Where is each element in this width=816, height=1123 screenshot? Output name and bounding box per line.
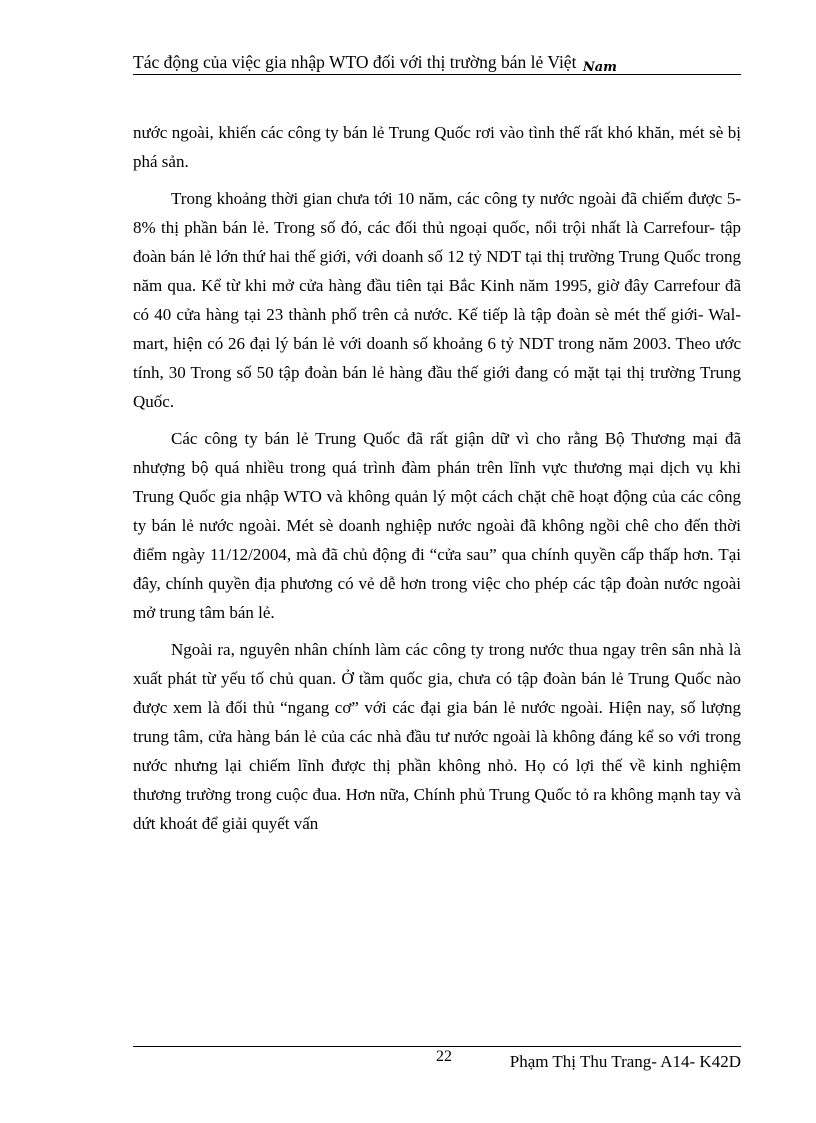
page-header: [133, 50, 741, 78]
header-rule: [133, 74, 741, 75]
header-title-text: Tác động của việc gia nhập WTO đối với thị trường bán lẻ Việt: [133, 52, 577, 72]
paragraph: nước ngoài, khiến các công ty bán lẻ Trung Quốc rơi vào tình thế rất khó khăn, mét sè bị phá sản.: [133, 123, 741, 171]
footer-rule: [133, 1046, 741, 1047]
page-number: 22: [436, 1048, 452, 1065]
paragraph: Ngoài ra, nguyên nhân chính làm các công ty trong nước thua ngay trên sân nhà là xuất phát từ yếu tố chủ quan. Ở tầm quốc gia, chưa có tập đoàn bán lẻ Trung Quốc nào được xem là đối thủ “ngang cơ” với các đại gia bán lẻ nước ngoài. Hiện nay, số lượng trung tâm, cửa hàng bán lẻ của các nhà đầu tư nước ngoài là không đáng kể so với trong nước nhưng lại chiếm lĩnh được thị phần không nhỏ. Họ có lợi thế về kinh nghiệm thương trường trong cuộc đua. Hơn nữa, Chính phủ Trung Quốc tỏ ra không mạnh tay và dứt khoát để giải quyết vấn: [133, 640, 741, 833]
header-title: [133, 52, 617, 73]
paragraph: Trong khoảng thời gian chưa tới 10 năm, các công ty nước ngoài đã chiếm được 5-8% thị phần bán lẻ. Trong số đó, các đối thủ ngoại quốc, nổi trội nhất là Carrefour- tập đoàn bán lẻ lớn thứ hai thế giới, với doanh số 12 tỷ NDT tại thị trường Trung Quốc trong năm qua. Kể từ khi mở cửa hàng đầu tiên tại Bắc Kinh năm 1995, giờ đây Carrefour đã có 40 cửa hàng tại 23 thành phố trên cả nước. Kế tiếp là tập đoàn sè mét thế giới- Wal-mart, hiện có 26 đại lý bán lẻ với doanh số khoảng 6 tỷ NDT trong năm 2003. Theo ước tính, 30 Trong số 50 tập đoàn bán lẻ hàng đầu thế giới đang có mặt tại thị trường Trung Quốc.: [133, 189, 741, 411]
footer-author: Phạm Thị Thu Trang- A14- K42D: [509, 1052, 741, 1071]
body-text: [133, 118, 741, 846]
paragraph: Các công ty bán lẻ Trung Quốc đã rất giận dữ vì cho rằng Bộ Thương mại đã nhượng bộ quá nhiều trong quá trình đàm phán trên lĩnh vực thương mại dịch vụ khi Trung Quốc gia nhập WTO và không quản lý một cách chặt chẽ hoạt động của các công ty bán lẻ nước ngoài. Mét sè doanh nghiệp nước ngoài đã không ngồi chê cho đến thời điểm ngày 11/12/2004, mà đã chủ động đi “cửa sau” qua chính quyền cấp thấp hơn. Tại đây, chính quyền địa phương có vẻ dễ hơn trong việc cho phép các tập đoàn nước ngoài mở trung tâm bán lẻ.: [133, 429, 741, 622]
header-title-script: Nam: [582, 60, 617, 75]
page-footer: [133, 1046, 741, 1086]
